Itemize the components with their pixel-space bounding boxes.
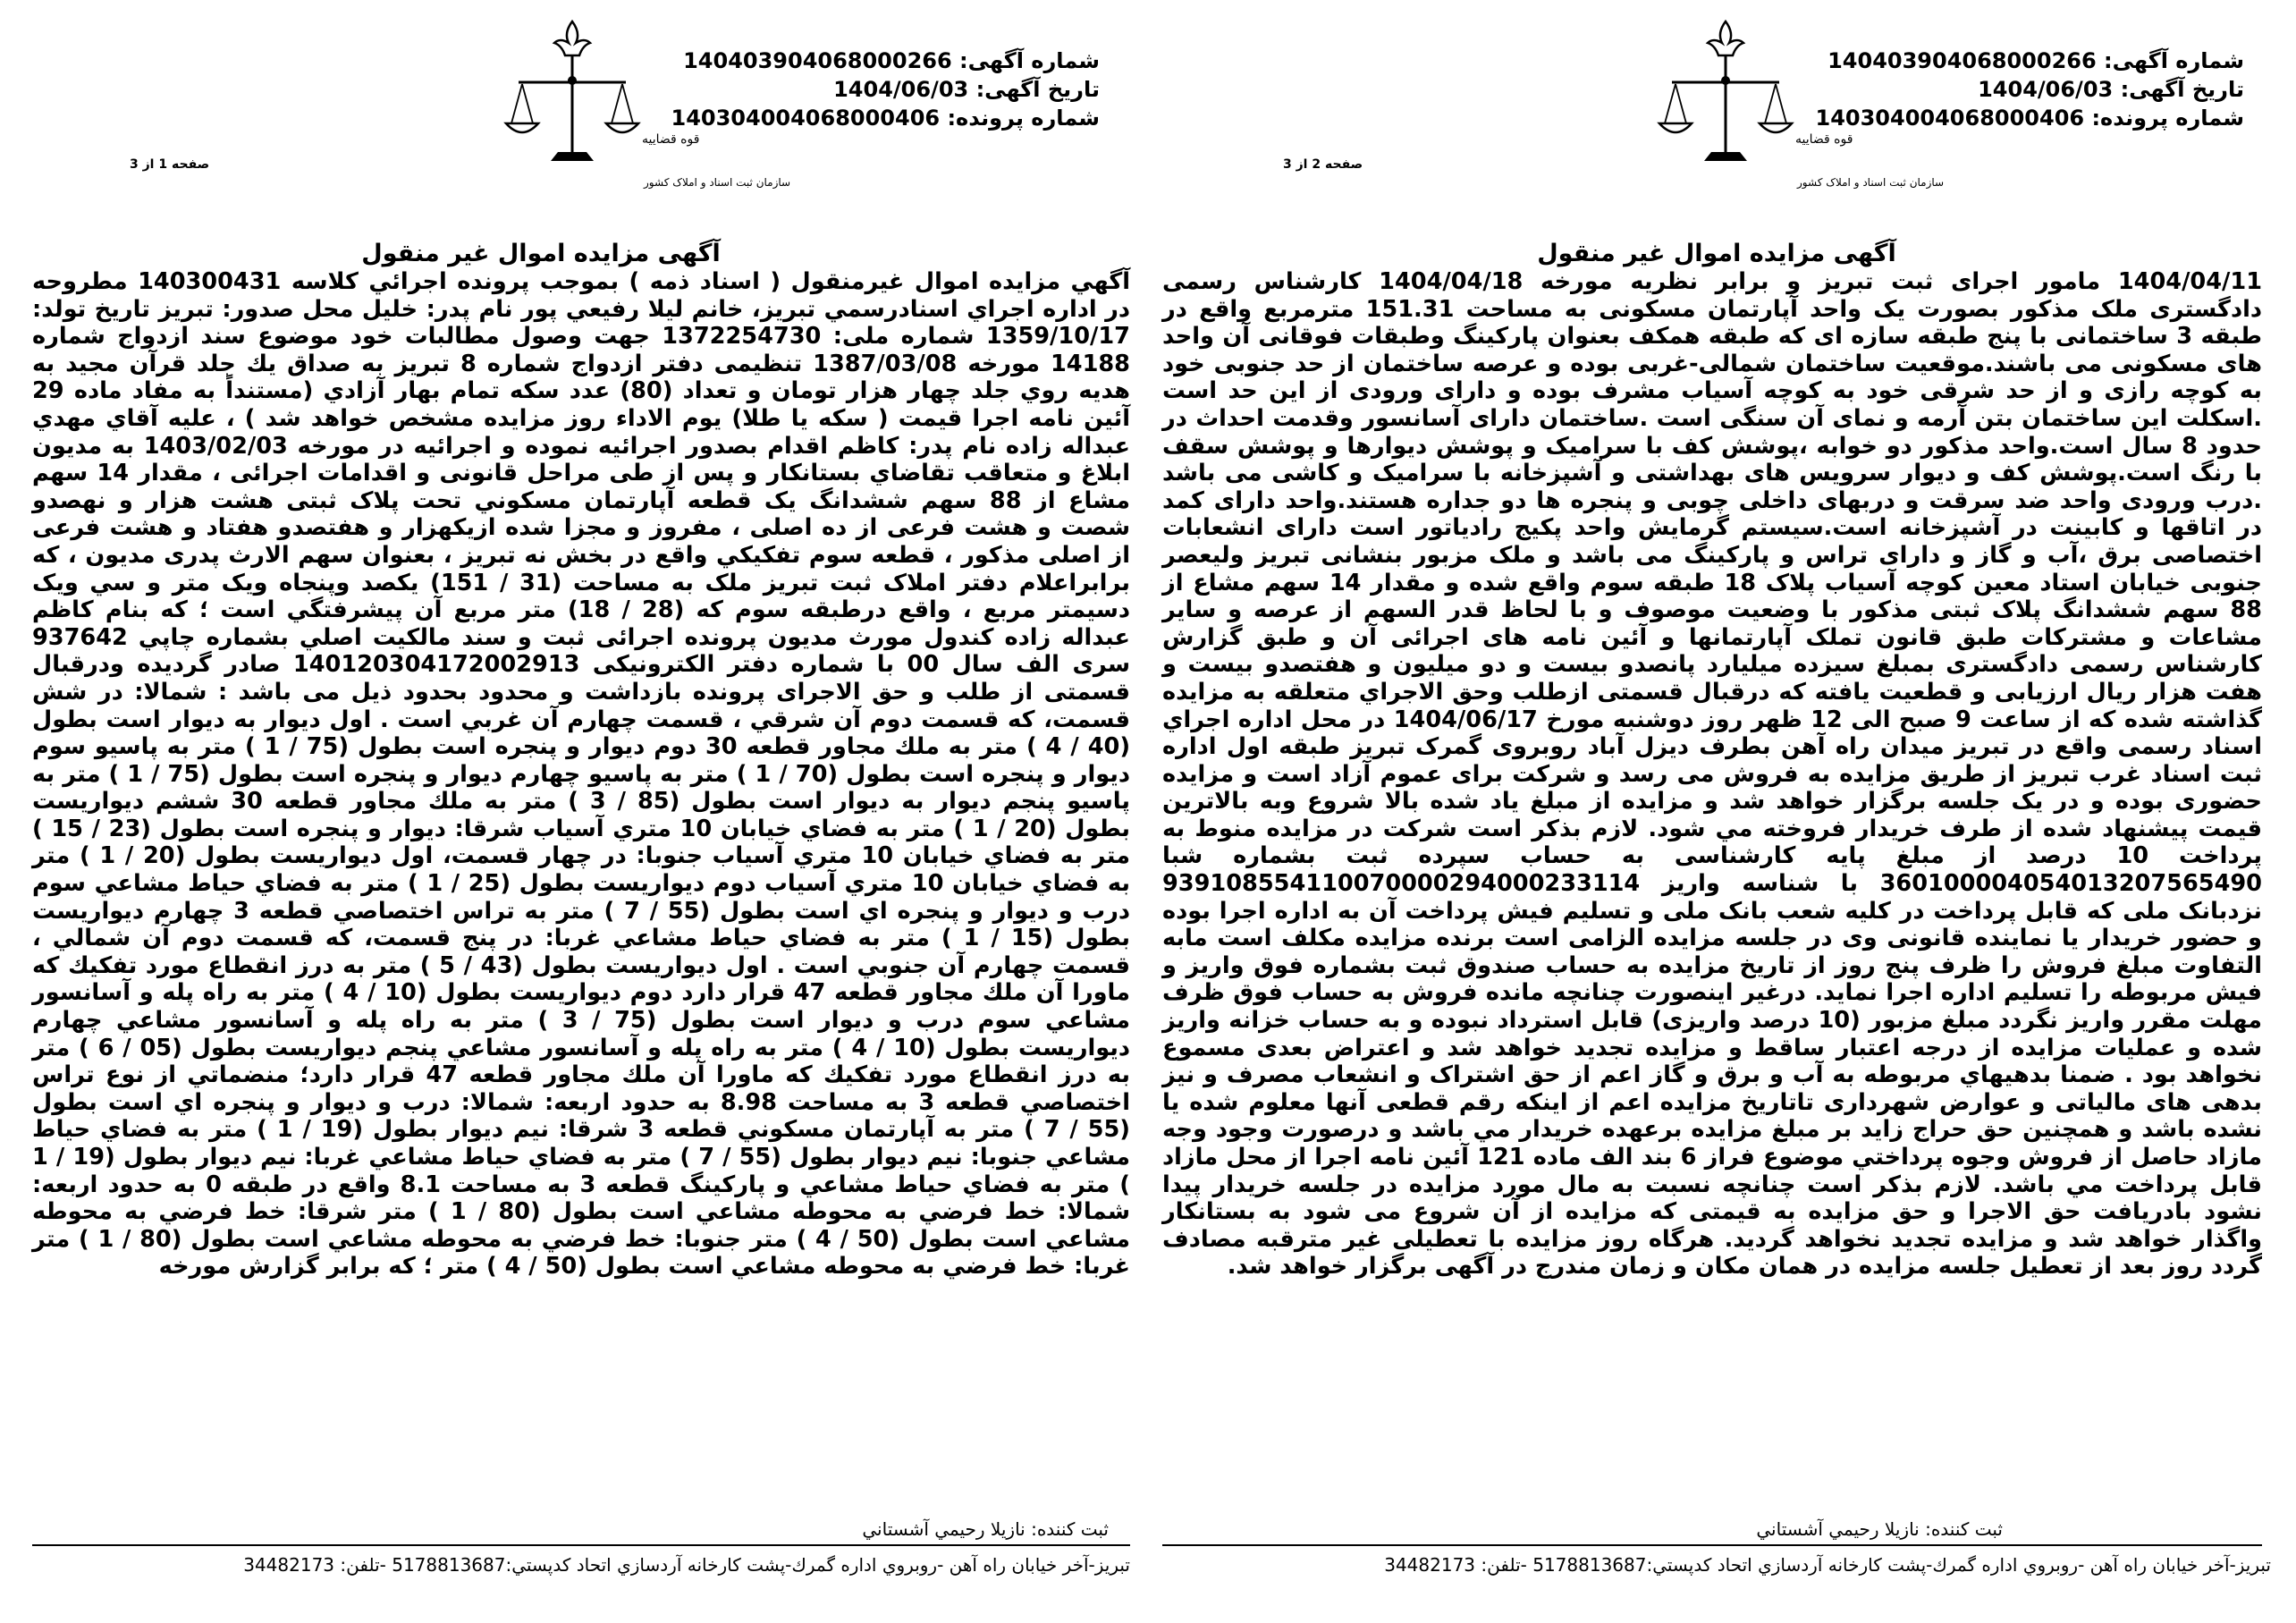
registrar-line bbox=[1756, 1518, 2003, 1540]
registrar-label: ثبت كننده: bbox=[1031, 1518, 1109, 1540]
file-number-label: شماره پرونده: bbox=[947, 106, 1100, 131]
registrar-name: نازيلا رحيمي آشستاني bbox=[862, 1518, 1026, 1540]
judiciary-emblem-icon bbox=[1645, 9, 1945, 197]
notice-body bbox=[1162, 268, 2262, 1520]
emblem-caption-top: قوه قضاییه bbox=[1795, 132, 1853, 147]
document-page-2 bbox=[1162, 0, 2271, 1623]
file-number: 140304004068000406 bbox=[671, 106, 941, 131]
file-number: 140304004068000406 bbox=[1815, 106, 2085, 131]
notice-text: آگهي مزايده اموال غيرمنقول ( اسناد ذمه ) بموجب پرونده اجرائي كلاسه 140300431 مطروحه در اداره اجراي اسنادرسمي تبريز، خانم ليلا رفيعي پور نام پدر: خليل محل صدور: تبريز تاريخ تولد: 1359/10/17 شماره ملی: 1372254730 جهت وصول مطالبات خود موضوع سند ازدواج شماره 14188 مورخه 1387/03/08 تنظيمی دفتر ازدواج شماره 8 تبريز به صداق يك جلد قرآن مجيد به هديه روي جلد چهار هزار تومان و تعداد (80) عدد سكه تمام بهار آزادي (مستنداً به مفاد ماده 29 آئين نامه اجرا قيمت ( سكه يا طلا) يوم الاداء روز مزايده مشخص خواهد شد ) ، عليه آقاي مهدي عبداله زاده نام پدر: كاظم اقدام بصدور اجرائيه نموده و اجرائيه در مورخه 1403/02/03 به مديون ابلاغ و متعاقب تقاضاي بستانكار و پس از طی مراحل قانونی و اقدامات اجرائی ، مقدار 14 سهم مشاع از 88 سهم ششدانگ يک قطعه آپارتمان مسكوني تحت پلاک ثبتی هشت هزار و نهصدو شصت و هشت فرعی از ده اصلی ، مفروز و مجزا شده ازيکهزار و هفتصدو هفتاد و هشت فرعی از اصلی مذکور ، قطعه سوم تفكيكي واقع در بخش نه تبريز ، بعنوان سهم الارث پدری مديون ، كه برابراعلام دفتر املاک ثبت تبريز ملک به مساحت (31 / 151) يكصد وپنجاه ويک متر و سي ويک دسيمتر مربع ، واقع درطبقه سوم كه (28 / 18) متر مربع آن پيشرفتگي است ؛ كه بنام كاظم عبداله زاده كندول مورث مديون پرونده اجرائی ثبت و سند مالكيت اصلي بشماره چاپي 937642 سری الف سال 00 با شماره دفتر الکترونيکی 140120304172002913 صادر گرديده ودرقبال قسمتی از طلب و حق الاجرای پرونده بازداشت و محدود بحدود ذيل می باشد : شمالا: در شش قسمت، كه قسمت دوم آن شرقي ، قسمت چهارم آن غربي است . اول ديوار به ديوار است بطول (40 / 4 ) متر به ملك مجاور قطعه 30 دوم ديوار و پنجره است بطول (75 / 1 ) متر به پاسيو سوم ديوار و پنجره است بطول (70 / 1 ) متر به پاسيو چهارم ديوار و پنجره است بطول (75 / 1 ) متر به پاسيو پنجم ديوار به ديوار است بطول (85 / 3 ) متر به ملك مجاور قطعه 30 ششم ديواريست بطول (20 / 1 ) متر به فضاي خيابان 10 متري آسياب شرقا: ديوار و پنجره است بطول (23 / 15 ) متر به فضاي خيابان 10 متري آسياب جنوبا: در چهار قسمت، اول ديواريست بطول (20 / 1 ) متر به فضاي خيابان 10 متري آسياب دوم ديواريست بطول (25 / 1 ) متر به فضاي حياط مشاعي سوم درب و ديوار و پنجره اي است بطول (55 / 7 ) متر به تراس اختصاصي قطعه 3 چهارم ديواريست بطول (15 / 1 ) متر به فضاي حياط مشاعي غربا: در پنج قسمت، كه قسمت دوم آن شمالي ، قسمت چهارم آن جنوبي است . اول ديواريست بطول (43 / 5 ) متر به درز انقطاع مورد تفكيك كه ماورا آن ملك مجاور قطعه 47 قرار دارد دوم ديواريست بطول (10 / 4 ) متر به راه پله و آسانسور مشاعي سوم درب و ديوار است بطول (75 / 3 ) متر به راه پله و آسانسور مشاعي چهارم ديواريست بطول (10 / 4 ) متر به راه پله و آسانسور مشاعي پنجم ديواريست بطول (05 / 6 ) متر به درز انقطاع مورد تفكيك كه ماورا آن ملك مجاور قطعه 47 قرار دارد؛ منضماتي از نوع تراس اختصاصي قطعه 3 به مساحت 8.98 به حدود اربعه: شمالا: درب و ديوار و پنجره اي است بطول (55 / 7 ) متر به آپارتمان مسكوني قطعه 3 شرقا: نيم ديوار بطول (19 / 1 ) متر به فضاي حياط مشاعي جنوبا: نيم ديوار بطول (55 / 7 ) متر به فضاي حياط مشاعي غربا: نيم ديوار بطول (19 / 1 ) متر به فضاي حياط مشاعي و پاركينگ قطعه 3 به مساحت 8.1 واقع در طبقه 0 به حدود اربعه: شمالا: خط فرضي به محوطه مشاعي است بطول (80 / 1 ) متر شرقا: خط فرضي به محوطه مشاعي است بطول (50 / 4 ) متر جنوبا: خط فرضي به محوطه مشاعي است بطول (80 / 1 ) متر غربا: خط فرضي به محوطه مشاعي است بطول (50 / 4 ) متر ؛ كه برابر گزارش مورخه bbox=[32, 268, 1131, 1281]
ad-number-label: شماره آگهی: bbox=[2104, 48, 2244, 73]
page-number: صفحه 1 از 3 bbox=[130, 157, 210, 172]
page-title: آگهی مزایده اموال غیر منقول bbox=[1537, 240, 1896, 267]
notice-body bbox=[32, 268, 1130, 1520]
file-number-label: شماره پرونده: bbox=[2091, 106, 2244, 131]
ad-number-label: شماره آگهی: bbox=[959, 48, 1100, 73]
registrar-line bbox=[862, 1518, 1109, 1540]
page-number: صفحه 2 از 3 bbox=[1283, 157, 1363, 172]
ad-date: 1404/06/03 bbox=[833, 77, 969, 102]
registrar-name: نازيلا رحيمي آشستاني bbox=[1756, 1518, 1920, 1540]
emblem-caption-bottom: سازمان ثبت اسناد و املاک کشور bbox=[1797, 176, 1945, 189]
ad-date-label: تاریخ آگهی: bbox=[975, 77, 1100, 102]
registrar-label: ثبت كننده: bbox=[1925, 1518, 2003, 1540]
emblem-caption-bottom: سازمان ثبت اسناد و املاک کشور bbox=[644, 176, 791, 189]
ad-number: 140403904068000266 bbox=[1828, 48, 2097, 73]
emblem-caption-top: قوه قضاییه bbox=[642, 132, 700, 147]
office-address: تبريز-آخر خيابان راه آهن -روبروي اداره گمرك-پشت كارخانه آردسازي اتحاد كدپستي:5178813687 -تلفن: 34482173 bbox=[1384, 1554, 2271, 1576]
footer-divider bbox=[32, 1544, 1130, 1546]
judiciary-emblem-icon bbox=[492, 9, 791, 197]
ad-number: 140403904068000266 bbox=[683, 48, 952, 73]
page-title: آگهی مزایده اموال غیر منقول bbox=[361, 240, 721, 267]
document-page-1 bbox=[27, 0, 1135, 1623]
footer-divider bbox=[1162, 1544, 2262, 1546]
ad-meta bbox=[671, 46, 1101, 132]
ad-date-label: تاریخ آگهی: bbox=[2120, 77, 2244, 102]
office-address: تبريز-آخر خيابان راه آهن -روبروي اداره گمرك-پشت كارخانه آردسازي اتحاد كدپستي:5178813687 -تلفن: 34482173 bbox=[243, 1554, 1130, 1576]
notice-text: 1404/04/11 مامور اجرای ثبت تبريز و برابر نظريه مورخه 1404/04/18 كارشناس رسمی دادگستری ملک مذکور بصورت يک واحد آپارتمان مسکونی به مساحت 151.31 مترمربع واقع در طبقه 3 ساختمانی با پنج طبقه سازه ای که طبقه همکف بعنوان پارکينگ وطبقات فوقانی آن واحد های مسکونی می باشند.موقعيت ساختمان شمالی-غربی بوده و عرصه ساختمان از حد جنوبی خود به کوچه رازی و از حد شرقی خود به کوچه آسياب مشرف بوده و دارای ورودی از اين حد است .اسکلت اين ساختمان بتن آرمه و نمای آن سنگی است .ساختمان دارای آسانسور وقدمت احداث در حدود 8 سال است.واحد مذکور دو خوابه ،پوشش کف با سراميک و پوشش ديوارها و پوشش سقف با رنگ است.پوشش کف و ديوار سرويس های بهداشتی و آشپزخانه با سراميک و کاشی می باشد .درب ورودی واحد ضد سرقت و دربهای داخلی چوبی و پنجره ها دو جداره هستند.واحد دارای کمد در اتاقها و کابينت در آشپزخانه است.سيستم گرمايش واحد پکيج رادياتور است دارای انشعابات اختصاصی برق ،آب و گاز و دارای تراس و پارکينگ می باشد و ملک مزبور بنشانی تبريز وليعصر جنوبی خيابان استاد معين کوچه آسياب پلاک 18 طبقه سوم واقع شده و مقدار 14 سهم مشاع از 88 سهم ششدانگ پلاک ثبتی مذکور با وضعيت موصوف و با لحاظ قدر السهم از عرصه و ساير مشاعات و مشترکات طبق قانون تملک آپارتمانها و آئين نامه های اجرائی آن و طبق گزارش کارشناس رسمی دادگستری بمبلغ سيزده ميليارد پانصدو بيست و دو ميليون و هفتصدو بيست و هفت هزار ريال ارزيابی و قطعيت يافته كه درقبال قسمتی ازطلب وحق الاجراي متعلقه به مزايده گذاشته شده كه از ساعت 9 صبح الی 12 ظهر روز دوشنبه مورخ 1404/06/17 در محل اداره اجراي اسناد رسمی واقع در تبريز ميدان راه آهن بطرف ديزل آباد روبروی گمرک تبريز طبقه اول اداره ثبت اسناد غرب تبريز از طريق مزايده به فروش می رسد و شرکت برای عموم آزاد است و مزايده حضوری بوده و در يک جلسه برگزار خواهد شد و مزايده از مبلغ ياد شده بالا شروع وبه بالاترين قيمت پيشنهاد شده از طرف خريدار فروخته مي شود. لازم بذکر است شرکت در مزايده منوط به پرداخت 10 درصد از مبلغ پايه كارشناسی به حساب سپرده ثبت بشماره شبا 360100004054013207565490 با شناسه واريز 939108554110070000294000233114 نزدبانک ملی که قابل پرداخت در کليه شعب بانک ملی و تسليم فيش پرداخت آن به اداره اجرا بوده و حضور خريدار يا نماينده قانونی وی در جلسه مزايده الزامی است برنده مزايده مکلف است مابه التفاوت مبلغ فروش را ظرف پنج روز از تاريخ مزايده به حساب صندوق ثبت بشماره فوق واريز و فيش مربوطه را تسليم اداره اجرا نمايد. درغير اينصورت چنانچه مانده فروش به حساب فوق ظرف مهلت مقرر واريز نگردد مبلغ مزبور (10 درصد واريزی) قابل استرداد نبوده و به حساب خزانه واريز شده و عمليات مزايده از درجه اعتبار ساقط و مزايده تجديد خواهد شد و اعتراض بعدی مسموع نخواهد بود . ضمنا بدهيهاي مربوطه به آب و برق و گاز اعم از حق اشتراک و انشعاب مصرف و نيز بدهی های مالياتی و عوارض شهرداری تاتاريخ مزايده اعم از اينکه رقم قطعی آنها معلوم شده يا نشده باشد و همچنين حق حراج زايد بر مبلغ مزايده برعهده خريدار مي باشد و درصورت وجود وجه مازاد حاصل از فروش وجوه پرداختي موضوع فراز 6 بند الف ماده 121 آئين نامه اجرا از محل مازاد قابل پرداخت مي باشد. لازم بذکر است چنانچه نسبت به مال مورد مزايده در جلسه خريدار پيدا نشود بادريافت حق الاجرا و حق مزايده به قيمتی که مزايده از آن شروع می شود به بستانکار واگذار خواهد شد و مزايده تجديد نخواهد گرديد. هرگاه روز مزايده با تعطيلی غير مترقبه مصادف گردد روز بعد از تعطيل جلسه مزايده در همان مکان و زمان مندرج در آگهی برگزار خواهد شد. bbox=[1162, 268, 2263, 1281]
ad-date: 1404/06/03 bbox=[1978, 77, 2114, 102]
ad-meta bbox=[1816, 46, 2245, 132]
